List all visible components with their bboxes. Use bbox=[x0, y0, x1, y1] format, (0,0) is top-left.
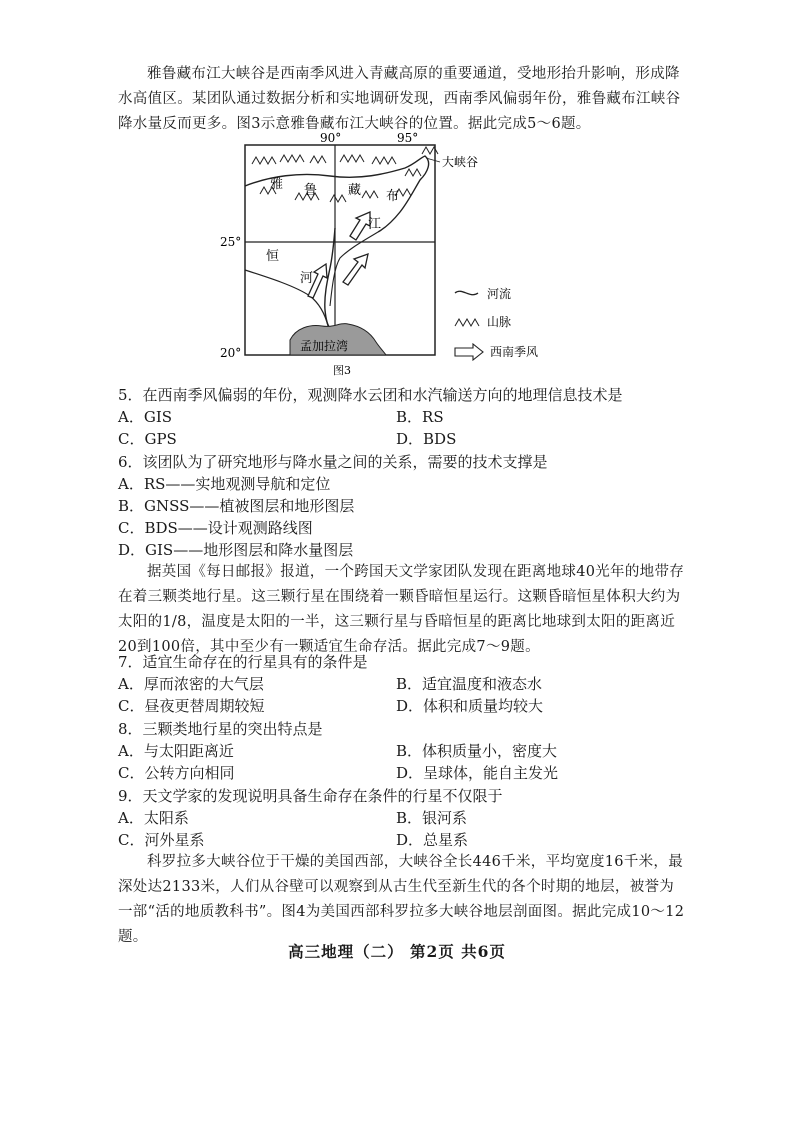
q6-option-d[interactable]: D．GIS——地形图层和降水量图层 bbox=[118, 541, 354, 559]
question-6-stem: 6．该团队为了研究地形与降水量之间的关系，需要的技术支撑是 bbox=[118, 453, 548, 471]
question-8-stem: 8．三颗类地行星的突出特点是 bbox=[118, 720, 323, 738]
q7-option-c[interactable]: C．昼夜更替周期较短 bbox=[118, 697, 265, 715]
question-5-stem: 5．在西南季风偏弱的年份，观测降水云团和水汽输送方向的地理信息技术是 bbox=[118, 386, 623, 404]
intro-paragraph-colorado: 科罗拉多大峡谷位于干燥的美国西部，大峡谷全长446千米，平均宽度16千米，最深处达2133米，人们从谷壁可以观察到从古生代至新生代的各个时期的地层，被誉为一部“活的地质教科书”。图4为美国西部科罗拉多大峡谷地层剖面图。据此完成10～12题。 bbox=[118, 854, 685, 945]
river-char-2: 鲁 bbox=[304, 183, 318, 198]
legend-monsoon-icon bbox=[455, 344, 483, 360]
q7-option-a[interactable]: A．厚而浓密的大气层 bbox=[118, 675, 264, 693]
q9-option-c[interactable]: C．河外星系 bbox=[118, 831, 205, 849]
q7-option-d[interactable]: D．体积和质量均较大 bbox=[396, 697, 544, 715]
legend-river-label: 河流 bbox=[487, 287, 512, 301]
river-char-3: 藏 bbox=[348, 183, 362, 198]
intro-paragraph-planets: 据英国《每日邮报》报道，一个跨国天文学家团队发现在距离地球40光年的地带存在着三颗类地行星。这三颗行星在围绕着一颗昏暗恒星运行。这颗昏暗恒星体积大约为太阳的1/8，温度是太阳的一半，这三颗行星与昏暗恒星的距离比地球到太阳的距离近20到100倍，其中至少有一颗适宜生命存活。据此完成7～9题。 bbox=[118, 564, 685, 655]
q9-option-d[interactable]: D．总星系 bbox=[396, 831, 469, 849]
lat-label-20: 20° bbox=[220, 346, 242, 360]
he-label: 河 bbox=[300, 271, 314, 286]
q8-option-c[interactable]: C．公转方向相同 bbox=[118, 764, 235, 782]
river-char-1: 雅 bbox=[270, 177, 284, 192]
q8-option-d[interactable]: D．呈球体，能自主发光 bbox=[396, 764, 559, 782]
legend-mountain-icon bbox=[455, 319, 479, 326]
lat-label-25: 25° bbox=[220, 235, 242, 249]
legend-mountain-label: 山脉 bbox=[487, 315, 512, 329]
q6-option-b[interactable]: B．GNSS——植被图层和地形图层 bbox=[118, 497, 355, 515]
question-9-stem: 9．天文学家的发现说明具备生命存在条件的行星不仅限于 bbox=[118, 787, 503, 805]
figure-caption: 图3 bbox=[333, 364, 351, 376]
page-footer: 高三地理（二） 第2页 共6页 bbox=[288, 942, 506, 961]
intro-paragraph-canyon: 雅鲁藏布江大峡谷是西南季风进入青藏高原的重要通道，受地形抬升影响，形成降水高值区。某团队通过数据分析和实地调研发现，西南季风偏弱年份，雅鲁藏布江峡谷降水量反而更多。图3示意雅鲁藏布江大峡谷的位置。据此完成5～6题。 bbox=[118, 66, 681, 132]
map-legend bbox=[455, 286, 538, 360]
q9-option-b[interactable]: B．银河系 bbox=[396, 809, 468, 827]
lon-label-90: 90° bbox=[320, 131, 342, 145]
heng-label: 恒 bbox=[266, 249, 280, 264]
bay-label: 孟加拉湾 bbox=[300, 339, 349, 353]
figure-3-map bbox=[200, 128, 600, 376]
q5-option-a[interactable]: A．GIS bbox=[118, 408, 173, 426]
canyon-label: 大峡谷 bbox=[442, 155, 479, 169]
q8-option-b[interactable]: B．体积质量小，密度大 bbox=[396, 742, 558, 760]
q9-option-a[interactable]: A．太阳系 bbox=[118, 809, 189, 827]
q5-option-d[interactable]: D．BDS bbox=[396, 430, 457, 448]
river-char-5: 江 bbox=[368, 217, 382, 232]
q5-option-b[interactable]: B．RS bbox=[396, 408, 444, 426]
river-char-4: 布 bbox=[386, 189, 400, 204]
q6-option-c[interactable]: C．BDS——设计观测路线图 bbox=[118, 519, 313, 537]
lon-label-95: 95° bbox=[397, 131, 419, 145]
q6-option-a[interactable]: A．RS——实地观测导航和定位 bbox=[118, 475, 331, 493]
question-7-stem: 7．适宜生命存在的行星具有的条件是 bbox=[118, 653, 368, 671]
legend-river-icon bbox=[455, 291, 478, 294]
q7-option-b[interactable]: B．适宜温度和液态水 bbox=[396, 675, 543, 693]
legend-monsoon-label: 西南季风 bbox=[490, 345, 539, 359]
q5-option-c[interactable]: C．GPS bbox=[118, 430, 177, 448]
q8-option-a[interactable]: A．与太阳距离近 bbox=[118, 742, 234, 760]
